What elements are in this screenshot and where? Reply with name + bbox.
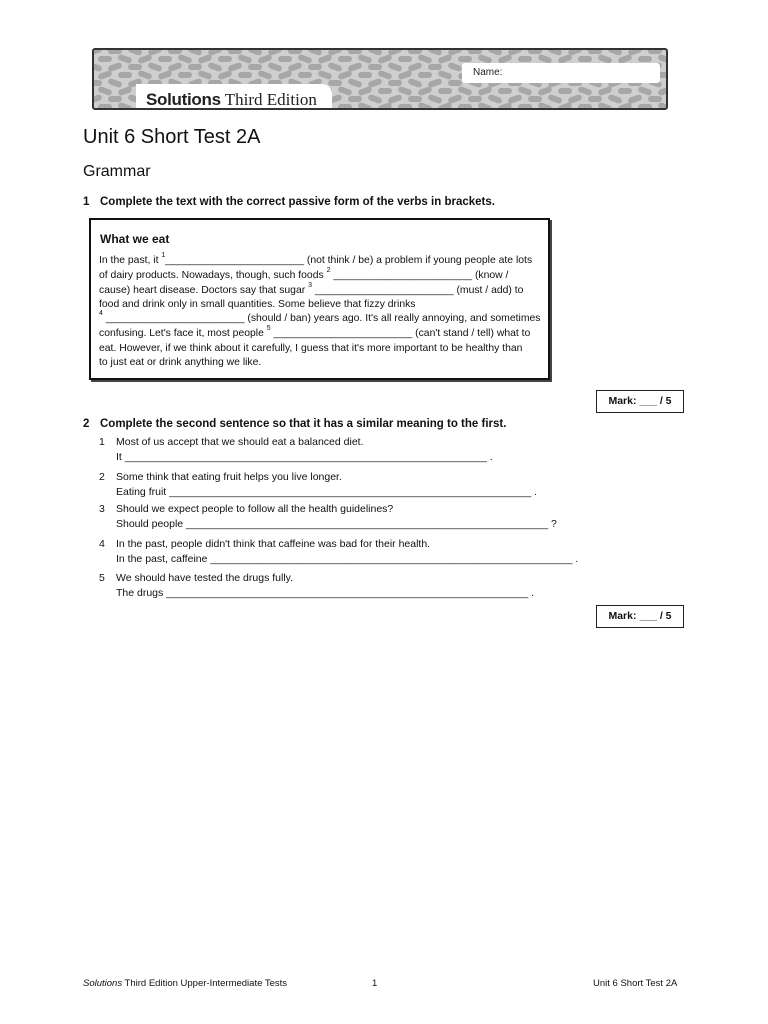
- pattern-shape: [357, 86, 372, 96]
- pattern-shape: [417, 54, 432, 64]
- pattern-shape: [248, 64, 262, 70]
- pattern-shape: [427, 94, 442, 104]
- pattern-shape: [367, 94, 382, 104]
- pattern-shape: [657, 102, 668, 110]
- pattern-shape: [528, 96, 542, 102]
- pattern-shape: [398, 104, 412, 110]
- item-answer-line[interactable]: Eating fruit ______________________________________________________________ .: [116, 486, 537, 498]
- pattern-shape: [447, 94, 462, 104]
- page-number: 1: [372, 978, 378, 989]
- pattern-shape: [407, 62, 422, 72]
- text-line: [99, 325, 531, 339]
- pattern-shape: [238, 72, 252, 78]
- mark-box-2: Mark: ___ / 5: [596, 605, 684, 628]
- pattern-shape: [94, 94, 103, 104]
- pattern-shape: [518, 104, 532, 110]
- pattern-shape: [137, 70, 152, 80]
- text-line: [99, 299, 416, 310]
- exercise-item: [99, 436, 493, 463]
- section-heading: Grammar: [83, 163, 151, 180]
- pattern-shape: [367, 78, 382, 88]
- pattern-shape: [447, 62, 462, 72]
- pattern-shape: [438, 88, 452, 94]
- pattern-shape: [578, 56, 592, 62]
- pattern-shape: [307, 50, 322, 56]
- item-sentence: Some think that eating fruit helps you live longer.: [116, 471, 342, 483]
- pattern-shape: [118, 72, 132, 78]
- item-number: 3: [99, 503, 105, 515]
- pattern-shape: [528, 50, 542, 54]
- pattern-shape: [368, 64, 382, 70]
- item-sentence: In the past, people didn't think that caffeine was bad for their health.: [116, 538, 431, 550]
- pattern-shape: [98, 56, 112, 62]
- pattern-shape: [127, 50, 142, 56]
- pattern-shape: [357, 102, 372, 110]
- gap-number: 5: [266, 325, 271, 332]
- pattern-shape: [638, 104, 652, 110]
- item-answer-line[interactable]: Should people ______________________________________________________________ ?: [116, 518, 557, 530]
- text-segment: to just eat or drink anything we like.: [99, 357, 262, 368]
- pattern-shape: [197, 54, 212, 64]
- pattern-shape: [317, 54, 332, 64]
- pattern-shape: [427, 50, 442, 56]
- pattern-shape: [458, 104, 472, 110]
- pattern-shape: [468, 50, 482, 54]
- pattern-shape: [297, 54, 312, 64]
- item-answer-line[interactable]: In the past, caffeine ______________________________________________________________ .: [116, 553, 579, 565]
- text-line: [99, 310, 541, 324]
- pattern-shape: [437, 54, 452, 64]
- pattern-shape: [618, 88, 632, 94]
- pattern-shape: [417, 102, 432, 110]
- pattern-shape: [348, 50, 362, 54]
- item-sentence: Most of us accept that we should eat a balanced diet.: [116, 436, 364, 448]
- pattern-shape: [588, 50, 602, 54]
- pattern-shape: [98, 104, 112, 110]
- pattern-shape: [498, 88, 512, 94]
- pattern-shape: [517, 86, 532, 96]
- pattern-shape: [117, 54, 132, 64]
- pattern-shape: [667, 50, 668, 56]
- text-segment: confusing. Let's face it, most people: [99, 328, 267, 339]
- pattern-shape: [168, 50, 182, 54]
- pattern-shape: [537, 86, 552, 96]
- pattern-shape: [357, 54, 372, 64]
- brand-name: Solutions: [146, 90, 221, 109]
- question-2-instruction: [83, 418, 506, 430]
- pattern-shape: [518, 56, 532, 62]
- pattern-shape: [648, 50, 662, 54]
- pattern-shape: [477, 86, 492, 96]
- pattern-shape: [408, 96, 422, 102]
- question-1-instruction: [83, 196, 495, 208]
- pattern-shape: [358, 72, 372, 78]
- question-number: 2: [83, 418, 90, 430]
- footer-left: [83, 978, 287, 989]
- pattern-shape: [158, 56, 172, 62]
- pattern-shape: [648, 96, 662, 102]
- pattern-shape: [567, 94, 582, 104]
- footer-book: Third Edition Upper-Intermediate Tests: [122, 978, 288, 989]
- pattern-shape: [607, 94, 622, 104]
- pattern-shape: [107, 78, 122, 88]
- pattern-shape: [387, 62, 402, 72]
- pattern-shape: [247, 50, 262, 56]
- text-line: [99, 267, 509, 281]
- exercise-item: [99, 503, 557, 530]
- item-number: 4: [99, 538, 105, 550]
- pattern-shape: [457, 86, 472, 96]
- item-sentence: Should we expect people to follow all the health guidelines?: [116, 503, 394, 515]
- pattern-shape: [94, 62, 103, 72]
- gap-number: 1: [161, 252, 166, 259]
- pattern-shape: [487, 50, 502, 56]
- pattern-shape: [377, 70, 392, 80]
- pattern-shape: [507, 94, 522, 104]
- pattern-shape: [597, 86, 612, 96]
- pattern-shape: [377, 54, 392, 64]
- pattern-shape: [218, 56, 232, 62]
- pattern-shape: [378, 88, 392, 94]
- pattern-shape: [367, 50, 382, 56]
- pattern-shape: [117, 102, 132, 110]
- pattern-shape: [638, 56, 652, 62]
- pattern-shape: [448, 80, 462, 86]
- pattern-shape: [477, 102, 492, 110]
- pattern-shape: [547, 50, 562, 56]
- pattern-shape: [667, 94, 668, 104]
- pattern-shape: [257, 70, 272, 80]
- pattern-shape: [417, 86, 432, 96]
- pattern-shape: [267, 62, 282, 72]
- pattern-shape: [397, 70, 412, 80]
- pattern-shape: [607, 50, 622, 56]
- exercise-item: [99, 471, 537, 498]
- instruction-text: Complete the text with the correct passive form of the verbs in brackets.: [100, 196, 495, 208]
- item-number: 5: [99, 572, 105, 584]
- exercise-item: [99, 538, 579, 565]
- pattern-shape: [94, 50, 103, 56]
- pattern-shape: [437, 70, 452, 80]
- pattern-shape: [227, 62, 242, 72]
- text-line: [99, 343, 522, 354]
- pattern-shape: [97, 86, 112, 96]
- pattern-shape: [347, 78, 362, 88]
- pattern-shape: [308, 64, 322, 70]
- pattern-shape: [387, 94, 402, 104]
- brand-logo: [146, 90, 317, 110]
- pattern-shape: [317, 70, 332, 80]
- pattern-shape: [397, 86, 412, 96]
- pattern-shape: [188, 64, 202, 70]
- pattern-shape: [398, 56, 412, 62]
- gap-number: 2: [326, 267, 331, 274]
- pattern-shape: [388, 80, 402, 86]
- pattern-shape: [338, 104, 352, 110]
- footer-series: Solutions: [83, 978, 123, 989]
- pattern-shape: [237, 54, 252, 64]
- pattern-shape: [228, 50, 242, 54]
- pattern-shape: [137, 54, 152, 64]
- brand-edition: Third Edition: [224, 90, 317, 109]
- pattern-shape: [278, 56, 292, 62]
- pattern-shape: [277, 70, 292, 80]
- footer-right: Unit 6 Short Test 2A: [593, 978, 678, 989]
- pattern-shape: [108, 50, 122, 54]
- text-segment: of dairy products. Nowadays, though, such foods: [99, 270, 327, 281]
- pattern-shape: [667, 78, 668, 88]
- pattern-shape: [487, 94, 502, 104]
- gap-text[interactable]: ________________________ (must / add) to: [311, 285, 524, 296]
- pattern-shape: [128, 64, 142, 70]
- pattern-shape: [117, 86, 132, 96]
- pattern-shape: [468, 96, 482, 102]
- text-segment: cause) heart disease. Doctors say that sugar: [99, 285, 309, 296]
- gap-text[interactable]: ________________________ (should / ban) years ago. It's all really annoying, and sometimes: [102, 313, 541, 324]
- gap-text[interactable]: ________________________ (not think / be) a problem if young people ate lots: [165, 255, 533, 266]
- pattern-shape: [338, 56, 352, 62]
- question-number: 1: [83, 196, 90, 208]
- exercise-item: [99, 572, 535, 599]
- pattern-shape: [167, 62, 182, 72]
- pattern-shape: [178, 72, 192, 78]
- header-banner: [92, 48, 668, 110]
- gap-text[interactable]: ________________________ (know /: [330, 270, 509, 281]
- pattern-shape: [458, 56, 472, 62]
- pattern-shape: [107, 62, 122, 72]
- pattern-shape: [588, 96, 602, 102]
- pattern-shape: [627, 94, 642, 104]
- pattern-shape: [428, 64, 442, 70]
- pattern-shape: [577, 86, 592, 96]
- pattern-shape: [217, 70, 232, 80]
- pattern-shape: [537, 102, 552, 110]
- pattern-shape: [348, 96, 362, 102]
- text-box-title: What we eat: [100, 232, 170, 246]
- pattern-shape: [337, 70, 352, 80]
- pattern-shape: [197, 70, 212, 80]
- pattern-shape: [558, 88, 572, 94]
- text-segment: food and drink only in small quantities. Some believe that fizzy drinks: [99, 299, 416, 310]
- page-title: Unit 6 Short Test 2A: [83, 126, 261, 148]
- pattern-shape: [578, 104, 592, 110]
- item-answer-line[interactable]: It ______________________________________________________________ .: [116, 451, 493, 463]
- pattern-shape: [298, 72, 312, 78]
- reading-text-box: [89, 218, 550, 380]
- name-label: Name:: [473, 67, 503, 78]
- pattern-shape: [427, 78, 442, 88]
- pattern-shape: [288, 50, 302, 54]
- pattern-shape: [147, 62, 162, 72]
- pattern-shape: [418, 72, 432, 78]
- text-segment: In the past, it: [99, 255, 162, 266]
- mark-box-1: Mark: ___ / 5: [596, 390, 684, 413]
- item-sentence: We should have tested the drugs fully.: [116, 572, 294, 584]
- pattern-shape: [337, 86, 352, 96]
- pattern-shape: [328, 80, 342, 86]
- pattern-shape: [287, 62, 302, 72]
- gap-text[interactable]: ________________________ (can't stand / tell) what to: [270, 328, 531, 339]
- pattern-shape: [157, 70, 172, 80]
- pattern-shape: [187, 50, 202, 56]
- pattern-shape: [94, 80, 102, 86]
- pattern-shape: [257, 54, 272, 64]
- item-number: 2: [99, 471, 105, 483]
- item-answer-line[interactable]: The drugs ______________________________________________________________ .: [116, 587, 535, 599]
- pattern-shape: [407, 78, 422, 88]
- pattern-shape: [177, 54, 192, 64]
- text-line: [99, 252, 533, 266]
- text-line: [99, 357, 261, 368]
- item-number: 1: [99, 436, 105, 448]
- name-field[interactable]: [462, 63, 660, 83]
- pattern-shape: [327, 62, 342, 72]
- instruction-text: Complete the second sentence so that it has a similar meaning to the first.: [100, 418, 507, 430]
- pattern-shape: [347, 62, 362, 72]
- pattern-shape: [97, 70, 112, 80]
- gap-number: 3: [308, 282, 312, 289]
- pattern-shape: [408, 50, 422, 54]
- text-segment: eat. However, if we think about it carefully, I guess that it's more important to be healthy than: [99, 343, 523, 354]
- pattern-shape: [207, 62, 222, 72]
- pattern-shape: [547, 94, 562, 104]
- pattern-shape: [108, 96, 122, 102]
- text-line: [99, 282, 524, 296]
- pattern-shape: [637, 86, 652, 96]
- gap-number: 4: [99, 310, 103, 317]
- pattern-shape: [597, 102, 612, 110]
